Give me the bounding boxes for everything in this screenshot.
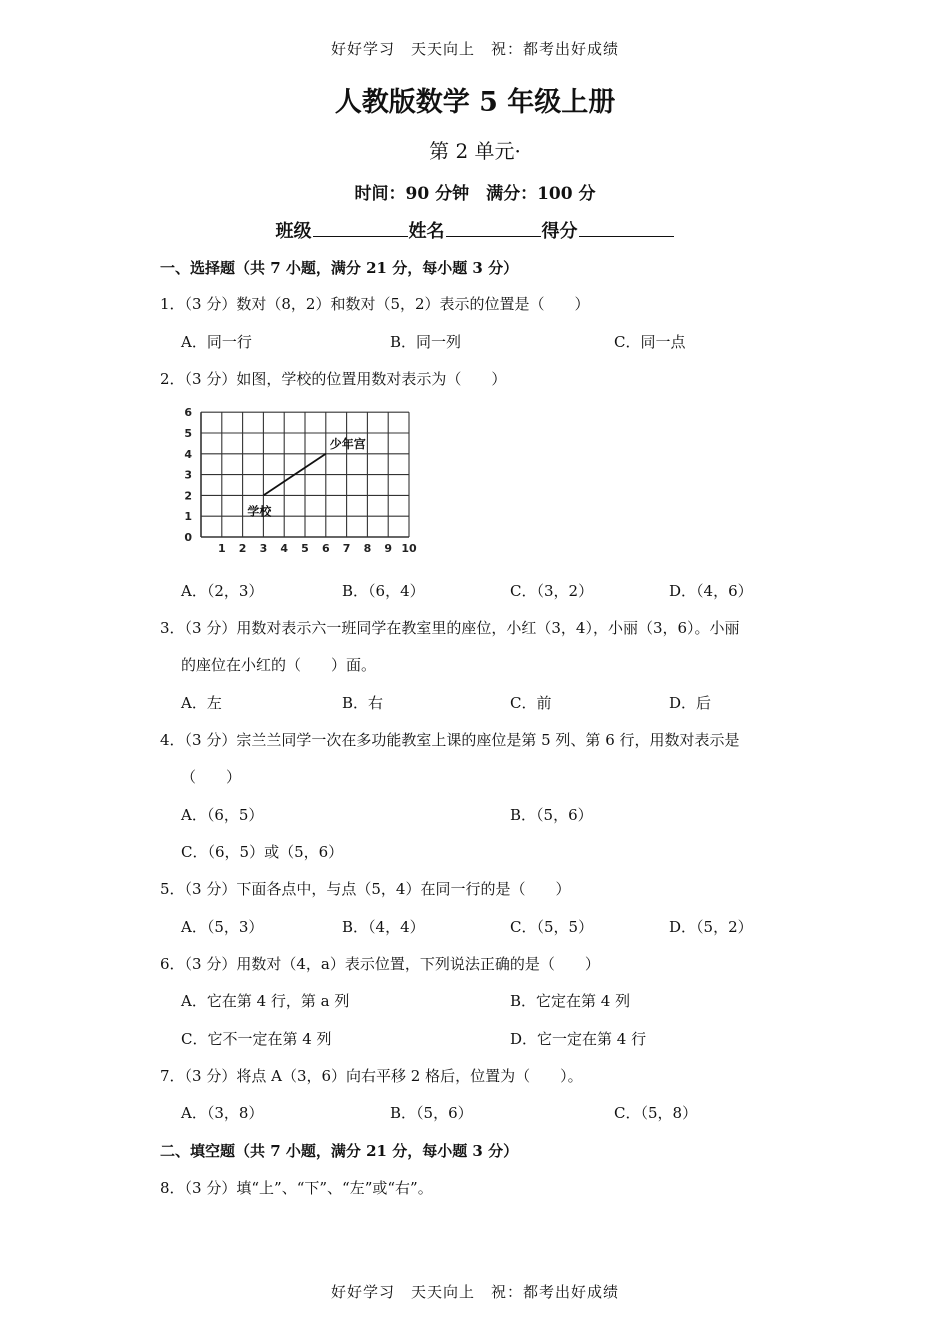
class-blank[interactable] [313,218,408,237]
q6-option-c[interactable]: C．它不一定在第 4 列 [181,1030,332,1048]
q6-option-b[interactable]: B．它定在第 4 列 [510,992,631,1010]
school-label: 学校 [247,504,272,519]
q2-option-c[interactable]: C．（3，2） [510,582,594,600]
y-tick-label: 4 [184,447,192,461]
question-4-line-2: （ ） [181,768,242,786]
y-tick-label: 0 [184,531,192,544]
x-tick-label: 1 [217,542,226,555]
x-tick-label: 7 [342,542,351,555]
q7-option-c[interactable]: C．（5，8） [614,1104,698,1122]
youth-palace-label: 少年宫 [329,436,366,451]
q4-option-c[interactable]: C．（6，5）或（5，6） [181,843,344,861]
y-tick-label: 1 [184,510,192,524]
q1-option-a[interactable]: A．同一行 [181,333,252,351]
question-3-line-2: 的座位在小红的（ ）面。 [181,656,377,674]
q1-option-c[interactable]: C．同一点 [614,333,686,351]
x-tick-label: 9 [384,542,393,555]
q4-option-a[interactable]: A．（6，5） [181,806,264,824]
unit-label: 第 2 单元· [429,139,521,163]
section-2-heading: 二、填空题（共 7 小题，满分 21 分，每小题 3 分） [160,1142,519,1160]
y-tick-label: 6 [184,406,192,420]
question-4-line-1: 4．（3 分）宗兰兰同学一次在多功能教室上课的座位是第 5 列、第 6 行，用数对表示是 [160,731,740,749]
q5-option-a[interactable]: A．（5，3） [181,918,264,936]
footer-motto: 好好学习 天天向上 祝：都考出好成绩 [330,1283,619,1301]
header-motto: 好好学习 天天向上 祝：都考出好成绩 [330,40,619,58]
q5-option-c[interactable]: C．（5，5） [510,918,594,936]
x-tick-label: 4 [280,542,289,555]
question-5: 5．（3 分）下面各点中，与点（5，4）在同一行的是（ ） [160,880,571,898]
question-7: 7．（3 分）将点 A（3，6）向右平移 2 格后，位置为（ ）。 [160,1067,583,1085]
x-tick-label: 3 [259,542,268,555]
x-tick-label: 8 [363,542,372,555]
q2-option-a[interactable]: A．（2，3） [181,582,264,600]
q7-option-b[interactable]: B．（5，6） [390,1104,473,1122]
q7-option-a[interactable]: A．（3，8） [181,1104,264,1122]
q3-option-b[interactable]: B．右 [342,694,384,712]
class-label: 班级 [275,221,312,242]
question-6: 6．（3 分）用数对（4，a）表示位置，下列说法正确的是（ ） [160,955,600,973]
q3-option-d[interactable]: D．后 [669,694,712,712]
page-title: 人教版数学 5 年级上册 [334,87,616,118]
name-blank[interactable] [446,218,541,237]
question-1: 1．（3 分）数对（8，2）和数对（5，2）表示的位置是（ ） [160,295,590,313]
y-tick-label: 2 [184,489,192,503]
q5-option-b[interactable]: B．（4，4） [342,918,425,936]
q3-option-c[interactable]: C．前 [510,694,552,712]
q2-option-b[interactable]: B．（6，4） [342,582,425,600]
score-blank[interactable] [579,218,674,237]
student-info [0,217,950,243]
q1-option-b[interactable]: B．同一列 [390,333,462,351]
section-1-heading: 一、选择题（共 7 小题，满分 21 分，每小题 3 分） [160,259,519,277]
q2-option-d[interactable]: D．（4，6） [669,582,753,600]
y-tick-label: 5 [184,427,192,440]
x-tick-label: 10 [401,542,417,555]
question-2: 2．（3 分）如图，学校的位置用数对表示为（ ） [160,370,507,388]
question-8: 8．（3 分）填“上”、“下”、“左”或“右”。 [160,1179,433,1197]
grid-svg [178,400,428,560]
score-label: 得分 [541,221,578,242]
x-tick-label: 6 [321,542,330,555]
q5-option-d[interactable]: D．（5，2） [669,918,753,936]
q6-option-d[interactable]: D．它一定在第 4 行 [510,1030,647,1048]
time-info: 时间：90 分钟 满分：100 分 [354,184,596,204]
coordinate-grid-chart [178,400,428,560]
x-tick-label: 5 [301,542,309,555]
y-tick-label: 3 [184,468,192,482]
x-tick-label: 2 [238,542,247,555]
q4-option-b[interactable]: B．（5，6） [510,806,593,824]
name-label: 姓名 [408,221,445,242]
question-3-line-1: 3．（3 分）用数对表示六一班同学在教室里的座位，小红（3，4），小丽（3，6）。小丽 [160,619,740,637]
q6-option-a[interactable]: A．它在第 4 行，第 a 列 [181,992,350,1010]
q3-option-a[interactable]: A．左 [181,694,222,712]
